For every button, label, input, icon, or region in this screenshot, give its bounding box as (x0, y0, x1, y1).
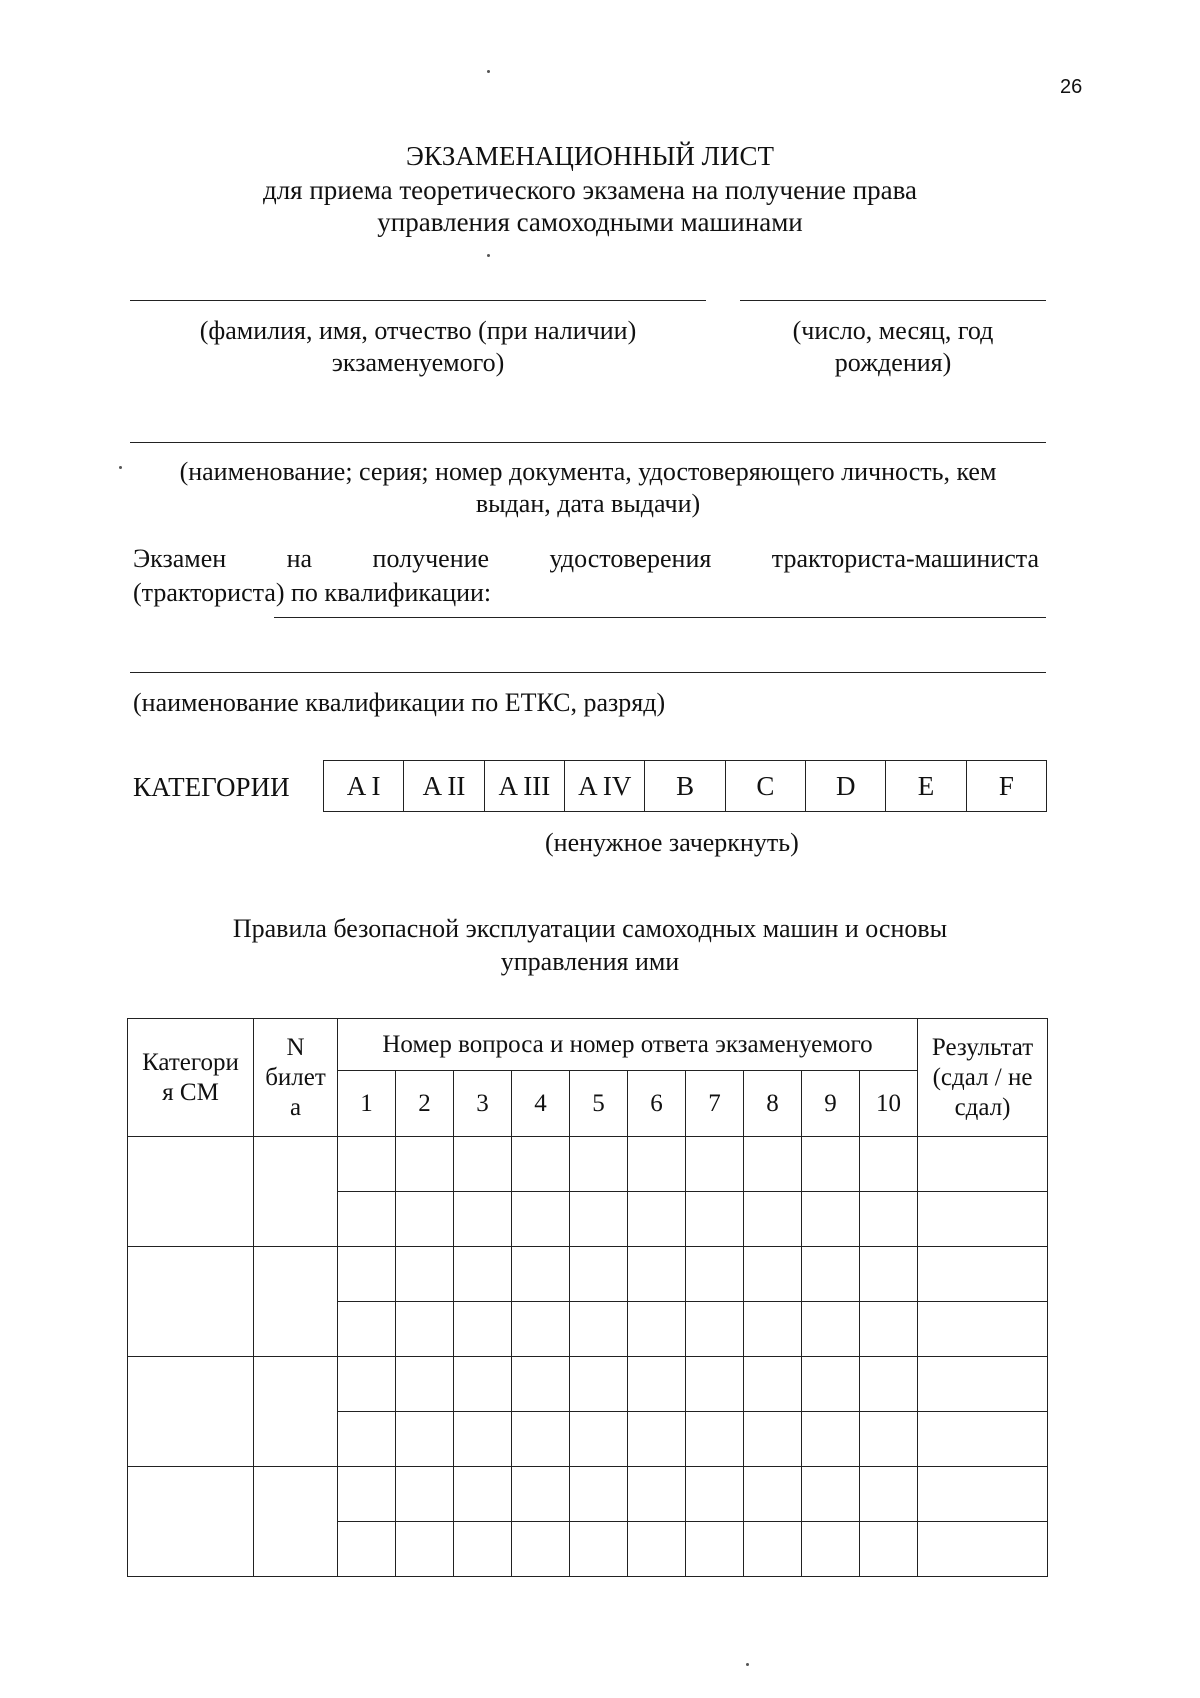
answer-cell[interactable] (512, 1357, 570, 1412)
answer-cell[interactable] (628, 1412, 686, 1467)
answer-cell[interactable] (396, 1192, 454, 1247)
answer-cell[interactable] (512, 1137, 570, 1192)
category-cell[interactable] (128, 1357, 254, 1467)
qualification-input-line-1[interactable] (274, 617, 1046, 618)
header-questions: Номер вопроса и номер ответа экзаменуемого (338, 1019, 918, 1071)
answer-cell[interactable] (744, 1137, 802, 1192)
answer-cell[interactable] (802, 1357, 860, 1412)
category-d[interactable]: D (806, 761, 886, 812)
exam-word-4: удостоверения (549, 544, 712, 573)
categories-table (323, 760, 1047, 812)
document-caption (130, 456, 1046, 520)
answer-cell[interactable] (512, 1302, 570, 1357)
category-e[interactable]: E (886, 761, 966, 812)
question-number-6: 6 (628, 1071, 686, 1137)
section-title-line1: Правила безопасной эксплуатации самоходных машин и основы (232, 914, 948, 943)
name-caption-line2: экзаменуемого) (331, 348, 505, 377)
result-cell[interactable] (918, 1137, 1048, 1192)
answer-cell[interactable] (396, 1412, 454, 1467)
answer-cell[interactable] (860, 1247, 918, 1302)
question-number-2: 2 (396, 1071, 454, 1137)
result-cell[interactable] (918, 1412, 1048, 1467)
answer-cell[interactable] (454, 1137, 512, 1192)
result-cell[interactable] (918, 1192, 1048, 1247)
answer-cell[interactable] (338, 1302, 396, 1357)
answer-cell[interactable] (686, 1302, 744, 1357)
category-c[interactable]: C (725, 761, 805, 812)
question-number-10: 10 (860, 1071, 918, 1137)
category-b[interactable]: B (645, 761, 725, 812)
header-result-line1: Результат (931, 1033, 1034, 1061)
header-ticket-line1: N (286, 1033, 305, 1061)
qualification-caption: (наименование квалификации по ЕТКС, разряд) (133, 688, 666, 717)
answer-cell[interactable] (454, 1412, 512, 1467)
scan-speck (487, 254, 490, 257)
category-a2[interactable]: A II (404, 761, 484, 812)
answer-cell[interactable] (396, 1302, 454, 1357)
scan-speck (487, 70, 490, 73)
answer-cell[interactable] (628, 1302, 686, 1357)
answer-cell[interactable] (744, 1522, 802, 1577)
answer-cell[interactable] (686, 1522, 744, 1577)
answer-cell[interactable] (744, 1192, 802, 1247)
table-row (128, 1467, 1048, 1522)
scan-speck (746, 1663, 749, 1666)
ticket-cell[interactable] (254, 1467, 338, 1577)
answer-cell[interactable] (396, 1247, 454, 1302)
answer-cell[interactable] (512, 1467, 570, 1522)
answer-cell[interactable] (802, 1247, 860, 1302)
result-cell[interactable] (918, 1247, 1048, 1302)
header-result-line3: сдал) (954, 1093, 1011, 1121)
result-cell[interactable] (918, 1522, 1048, 1577)
dob-caption-line1: (число, месяц, год (792, 316, 994, 345)
exam-paragraph-line1 (133, 542, 1039, 575)
answer-cell[interactable] (628, 1357, 686, 1412)
qualification-input-line-2[interactable] (130, 672, 1046, 673)
exam-paragraph-line2: (тракториста) по квалификации: (133, 578, 492, 607)
header-category-line1: Категори (142, 1048, 239, 1076)
answer-cell[interactable] (338, 1137, 396, 1192)
answer-cell[interactable] (628, 1247, 686, 1302)
page-number: 26 (1060, 76, 1083, 98)
answer-cell[interactable] (860, 1357, 918, 1412)
answer-cell[interactable] (570, 1247, 628, 1302)
result-cell[interactable] (918, 1467, 1048, 1522)
question-number-8: 8 (744, 1071, 802, 1137)
result-cell[interactable] (918, 1357, 1048, 1412)
answer-cell[interactable] (802, 1302, 860, 1357)
category-cell[interactable] (128, 1247, 254, 1357)
categories-note: (ненужное зачеркнуть) (545, 828, 799, 857)
question-number-1: 1 (338, 1071, 396, 1137)
dob-caption-line2: рождения) (834, 348, 952, 377)
answer-cell[interactable] (338, 1522, 396, 1577)
answer-cell[interactable] (570, 1137, 628, 1192)
ticket-cell[interactable] (254, 1357, 338, 1467)
answer-cell[interactable] (396, 1137, 454, 1192)
answer-cell[interactable] (512, 1412, 570, 1467)
answer-cell[interactable] (860, 1137, 918, 1192)
answer-cell[interactable] (686, 1412, 744, 1467)
answer-cell[interactable] (628, 1192, 686, 1247)
name-input-line[interactable] (130, 300, 706, 301)
answer-cell[interactable] (744, 1302, 802, 1357)
exam-word-2: на (286, 544, 313, 573)
answer-cell[interactable] (802, 1522, 860, 1577)
question-number-5: 5 (570, 1071, 628, 1137)
answer-cell[interactable] (454, 1522, 512, 1577)
answer-cell[interactable] (396, 1467, 454, 1522)
answer-cell[interactable] (860, 1467, 918, 1522)
answer-cell[interactable] (338, 1412, 396, 1467)
answer-cell[interactable] (454, 1302, 512, 1357)
answer-cell[interactable] (628, 1467, 686, 1522)
answer-cell[interactable] (338, 1467, 396, 1522)
document-caption-line1: (наименование; серия; номер документа, удостоверяющего личность, кем (179, 457, 997, 486)
answer-cell[interactable] (570, 1412, 628, 1467)
answer-cell[interactable] (686, 1137, 744, 1192)
question-number-3: 3 (454, 1071, 512, 1137)
category-f[interactable]: F (966, 761, 1046, 812)
question-number-4: 4 (512, 1071, 570, 1137)
exam-results-body (128, 1137, 1048, 1577)
answer-cell[interactable] (570, 1192, 628, 1247)
table-header-row-1 (128, 1019, 1048, 1071)
answer-cell[interactable] (570, 1467, 628, 1522)
answer-cell[interactable] (686, 1357, 744, 1412)
answer-cell[interactable] (860, 1192, 918, 1247)
categories-label: КАТЕГОРИИ (133, 772, 290, 802)
header-category (128, 1019, 254, 1137)
document-subtitle-line2: управления самоходными машинами (377, 207, 803, 237)
answer-cell[interactable] (860, 1412, 918, 1467)
answer-cell[interactable] (338, 1247, 396, 1302)
answer-cell[interactable] (338, 1357, 396, 1412)
exam-results-table (127, 1018, 1048, 1577)
question-number-9: 9 (802, 1071, 860, 1137)
answer-cell[interactable] (628, 1522, 686, 1577)
answer-cell[interactable] (860, 1302, 918, 1357)
scan-speck (119, 466, 122, 469)
question-number-7: 7 (686, 1071, 744, 1137)
answer-cell[interactable] (802, 1137, 860, 1192)
category-a3[interactable]: A III (484, 761, 564, 812)
answer-cell[interactable] (338, 1192, 396, 1247)
exam-word-1: Экзамен (133, 544, 227, 573)
result-cell[interactable] (918, 1302, 1048, 1357)
answer-cell[interactable] (396, 1357, 454, 1412)
category-a1[interactable]: A I (324, 761, 404, 812)
answer-cell[interactable] (512, 1192, 570, 1247)
header-result-line2: (сдал / не (932, 1063, 1033, 1091)
section-title-line2: управления ими (500, 947, 680, 976)
answer-cell[interactable] (570, 1302, 628, 1357)
table-row (128, 1357, 1048, 1412)
answer-cell[interactable] (454, 1247, 512, 1302)
category-cell[interactable] (128, 1137, 254, 1247)
answer-cell[interactable] (744, 1247, 802, 1302)
answer-cell[interactable] (802, 1412, 860, 1467)
answer-cell[interactable] (686, 1247, 744, 1302)
header-ticket-line2: билет (265, 1063, 326, 1091)
answer-cell[interactable] (744, 1357, 802, 1412)
answer-cell[interactable] (628, 1137, 686, 1192)
answer-cell[interactable] (744, 1467, 802, 1522)
document-subtitle-line1: для приема теоретического экзамена на получение права (262, 175, 918, 205)
answer-cell[interactable] (686, 1467, 744, 1522)
answer-cell[interactable] (570, 1357, 628, 1412)
document-title: ЭКЗАМЕНАЦИОННЫЙ ЛИСТ (406, 141, 774, 171)
answer-cell[interactable] (802, 1192, 860, 1247)
header-ticket (254, 1019, 338, 1137)
name-caption (130, 315, 706, 379)
header-result (918, 1019, 1048, 1137)
ticket-cell[interactable] (254, 1137, 338, 1247)
exam-word-3: получение (372, 544, 490, 573)
answer-cell[interactable] (454, 1467, 512, 1522)
answer-cell[interactable] (454, 1357, 512, 1412)
answer-cell[interactable] (454, 1192, 512, 1247)
answer-cell[interactable] (744, 1412, 802, 1467)
exam-word-5: тракториста-машиниста (771, 544, 1039, 573)
answer-cell[interactable] (396, 1522, 454, 1577)
answer-cell[interactable] (570, 1522, 628, 1577)
dob-input-line[interactable] (740, 300, 1046, 301)
answer-cell[interactable] (512, 1522, 570, 1577)
name-caption-line1: (фамилия, имя, отчество (при наличии) (199, 316, 637, 345)
table-row (128, 1247, 1048, 1302)
category-a4[interactable]: A IV (565, 761, 645, 812)
answer-cell[interactable] (860, 1522, 918, 1577)
answer-cell[interactable] (512, 1247, 570, 1302)
ticket-cell[interactable] (254, 1247, 338, 1357)
document-caption-line2: выдан, дата выдачи) (475, 489, 701, 518)
header-category-line2: я СМ (162, 1078, 219, 1106)
dob-caption (740, 315, 1046, 379)
table-row (128, 1137, 1048, 1192)
answer-cell[interactable] (686, 1192, 744, 1247)
header-ticket-line3: а (289, 1093, 302, 1121)
answer-cell[interactable] (802, 1467, 860, 1522)
category-cell[interactable] (128, 1467, 254, 1577)
document-input-line[interactable] (130, 442, 1046, 443)
